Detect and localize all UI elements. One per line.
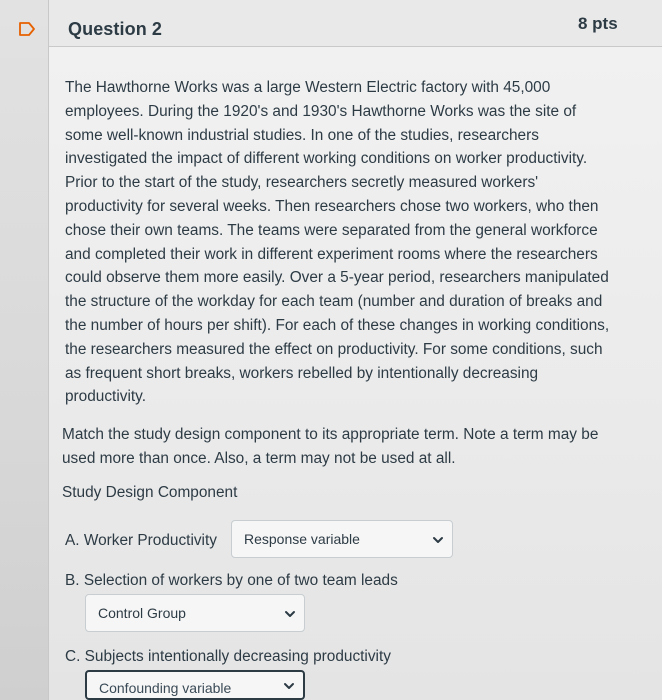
question-points: 8 pts [578, 14, 618, 33]
question-card [48, 0, 662, 700]
body-line: productivity. [65, 388, 146, 406]
body-line: as frequent short breaks, workers rebelled by intentionally decreasing [65, 364, 539, 382]
instruction-line: used more than once. Also, a term may not be used at all. [62, 450, 456, 467]
question-header [49, 0, 662, 47]
match-select-a-value: Response variable [244, 531, 360, 547]
match-select-b[interactable] [85, 594, 305, 632]
match-select-a[interactable] [231, 520, 453, 558]
match-select-b-value: Control Group [98, 605, 186, 621]
body-line: The Hawthorne Works was a large Western Electric factory with 45,000 [65, 79, 551, 96]
body-line: could observe them more easily. Over a 5-year period, researchers manipulated [65, 269, 609, 287]
match-label-a: A. Worker Productivity [65, 532, 217, 549]
body-line: some well-known industrial studies. In one of the studies, researchers [65, 126, 539, 144]
body-line: the structure of the workday for each team (number and duration of breaks and [65, 293, 603, 311]
study-design-heading: Study Design Component [62, 484, 238, 501]
body-line: the researchers measured the effect on productivity. For some conditions, such [65, 340, 603, 358]
body-line: investigated the impact of different working conditions on worker productivity. [65, 150, 588, 168]
match-label-c: C. Subjects intentionally decreasing productivity [65, 648, 391, 665]
question-title: Question 2 [68, 19, 163, 39]
chevron-down-icon [284, 608, 296, 620]
match-select-c-value: Confounding variable [99, 680, 232, 696]
question-body [65, 76, 625, 409]
bookmark-icon[interactable] [18, 20, 36, 38]
body-line: and completed their work in different experiment rooms where the researchers [65, 245, 598, 263]
instruction-line: Match the study design component to its appropriate term. Note a term may be [62, 426, 599, 443]
body-line: Prior to the start of the study, researchers secretly measured workers' [65, 174, 539, 192]
chevron-down-icon [283, 680, 295, 692]
chevron-down-icon [432, 534, 444, 546]
body-line: productivity for several weeks. Then researchers chose two workers, who then [65, 197, 599, 215]
match-label-b: B. Selection of workers by one of two team leads [65, 572, 398, 589]
body-line: the number of hours per shift). For each of these changes in working conditions, [65, 316, 610, 334]
match-select-c[interactable] [85, 670, 305, 700]
match-instructions [62, 423, 632, 471]
body-line: chose their own teams. The teams were separated from the general workforce [65, 221, 598, 239]
body-line: employees. During the 1920's and 1930's Hawthorne Works was the site of [65, 102, 577, 120]
